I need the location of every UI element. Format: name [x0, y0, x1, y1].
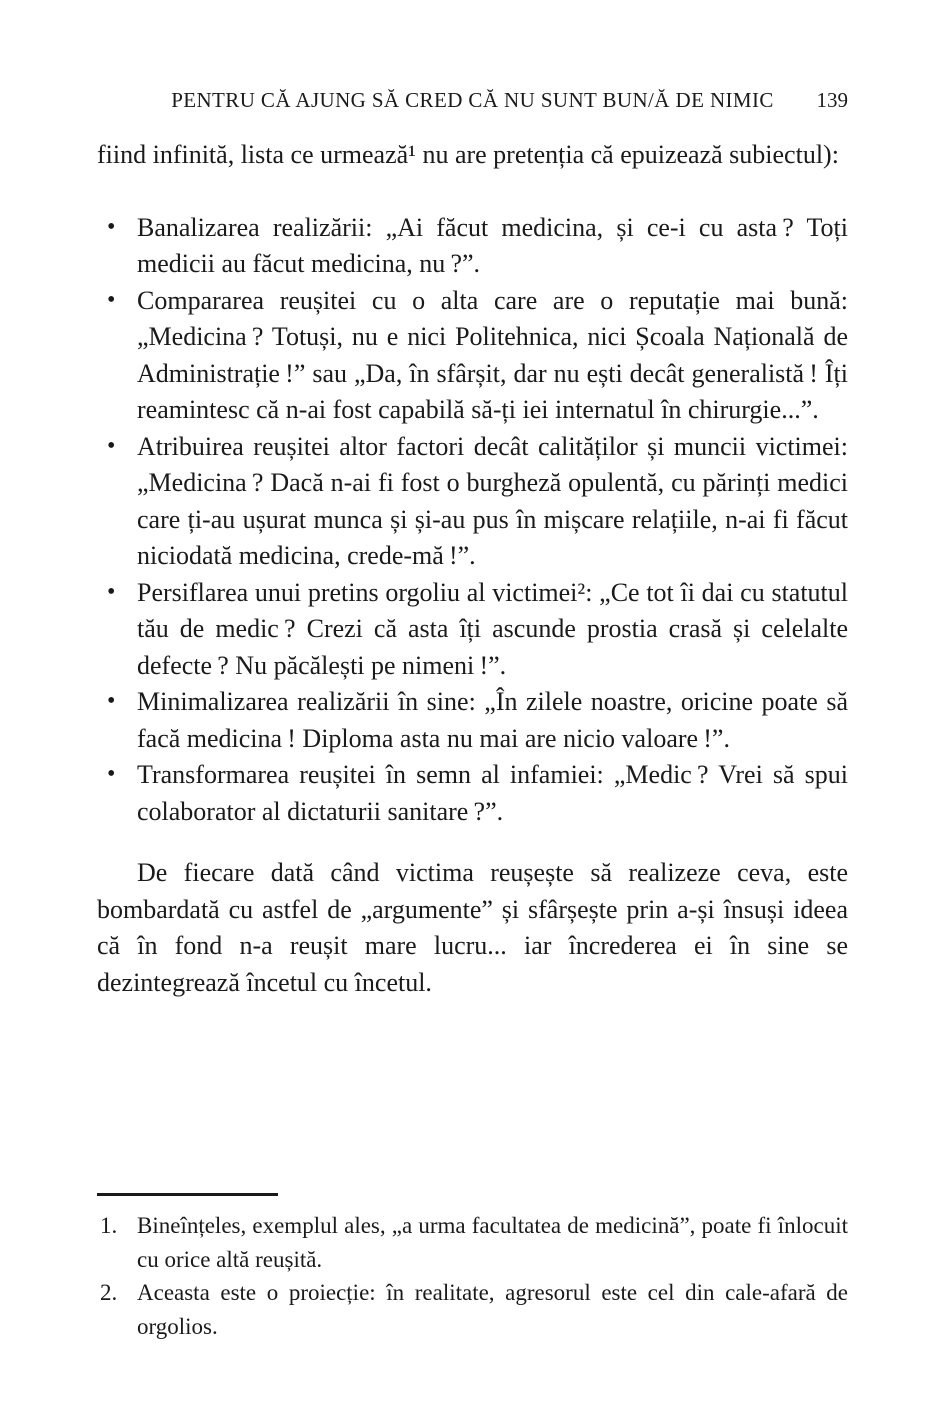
- bullet-item: [97, 575, 848, 685]
- bullet-item: [97, 684, 848, 757]
- bullet-icon: •: [107, 688, 116, 714]
- footnote-text: Aceasta este o proiecție: în realitate, agresorul este cel din cale-afară de orgolios.: [137, 1280, 848, 1339]
- bullet-text: Persiflarea unui pretins orgoliu al victimei²: „Ce tot îi dai cu statutul tău de medic ? Crezi că asta îți ascunde prostia crasă și celelalte defecte ? Nu păcălești pe nimeni !”.: [137, 577, 848, 680]
- intro-paragraph: fiind infinită, lista ce urmează¹ nu are pretenția că epuizează subiectul):: [97, 140, 839, 169]
- bullet-item: [97, 757, 848, 830]
- running-header-title: PENTRU CĂ AJUNG SĂ CRED CĂ NU SUNT BUN/Ă DE NIMIC: [171, 88, 774, 112]
- bullet-text: Compararea reușitei cu o alta care are o reputație mai bună: „Medicina ? Totuși, nu e nici Politehnica, nici Școala Națională de Administrație !” sau „Da, în sfârșit, dar nu ești decât generalistă ! Îți reamintesc că n-ai fost capabilă să-ți iei internatul în chirurgie...”.: [137, 285, 848, 424]
- bullet-item: [97, 283, 848, 429]
- bullet-text: Atribuirea reușitei altor factori decât calităților și muncii victimei: „Medicina ? Dacă n-ai fi fost o burgheză opulentă, cu părinți medici care ți-au ușurat munca și și-au pus în mișcare relațiile, n-ai fi făcut niciodată medicina, crede-mă !”.: [137, 431, 848, 570]
- page-number: 139: [816, 88, 848, 112]
- footnote-item: [97, 1276, 848, 1343]
- bullet-icon: •: [107, 213, 116, 240]
- bullet-list: [97, 210, 848, 831]
- bullet-text: Transformarea reușitei în semn al infamiei: „Medic ? Vrei să spui colaborator al dictaturii sanitare ?”.: [137, 760, 848, 826]
- bullet-icon: •: [107, 578, 116, 605]
- closing-paragraph: De fiecare dată când victima reușește să realizeze ceva, este bombardată cu astfel de „argumente” și sfârșește prin a-și însuși ideea că în fond n-a reușit mare lucru... iar încrederea ei în sine se dezintegrează încetul cu încetul.: [97, 858, 848, 997]
- bullet-icon: •: [107, 761, 116, 787]
- bullet-item: [97, 210, 848, 283]
- running-header: [97, 88, 848, 112]
- footnote-number: 1.: [100, 1213, 118, 1238]
- footnote-item: [97, 1209, 848, 1276]
- bullet-icon: •: [107, 432, 116, 459]
- bullet-item: [97, 429, 848, 575]
- footnote-separator: [97, 1193, 278, 1196]
- bullet-icon: •: [107, 286, 116, 313]
- footnotes-section: [97, 1193, 848, 1343]
- footnote-number: 2.: [100, 1280, 118, 1305]
- bullet-text: Banalizarea realizării: „Ai făcut medicina, și ce-i cu asta ? Toți medicii au făcut medicina, nu ?”.: [137, 212, 848, 278]
- footnote-text: Bineînțeles, exemplul ales, „a urma facultatea de medicină”, poate fi înlocuit cu orice altă reușită.: [137, 1213, 848, 1272]
- bullet-text: Minimalizarea realizării în sine: „În zilele noastre, oricine poate să facă medicina ! Diploma asta nu mai are nicio valoare !”.: [137, 687, 848, 753]
